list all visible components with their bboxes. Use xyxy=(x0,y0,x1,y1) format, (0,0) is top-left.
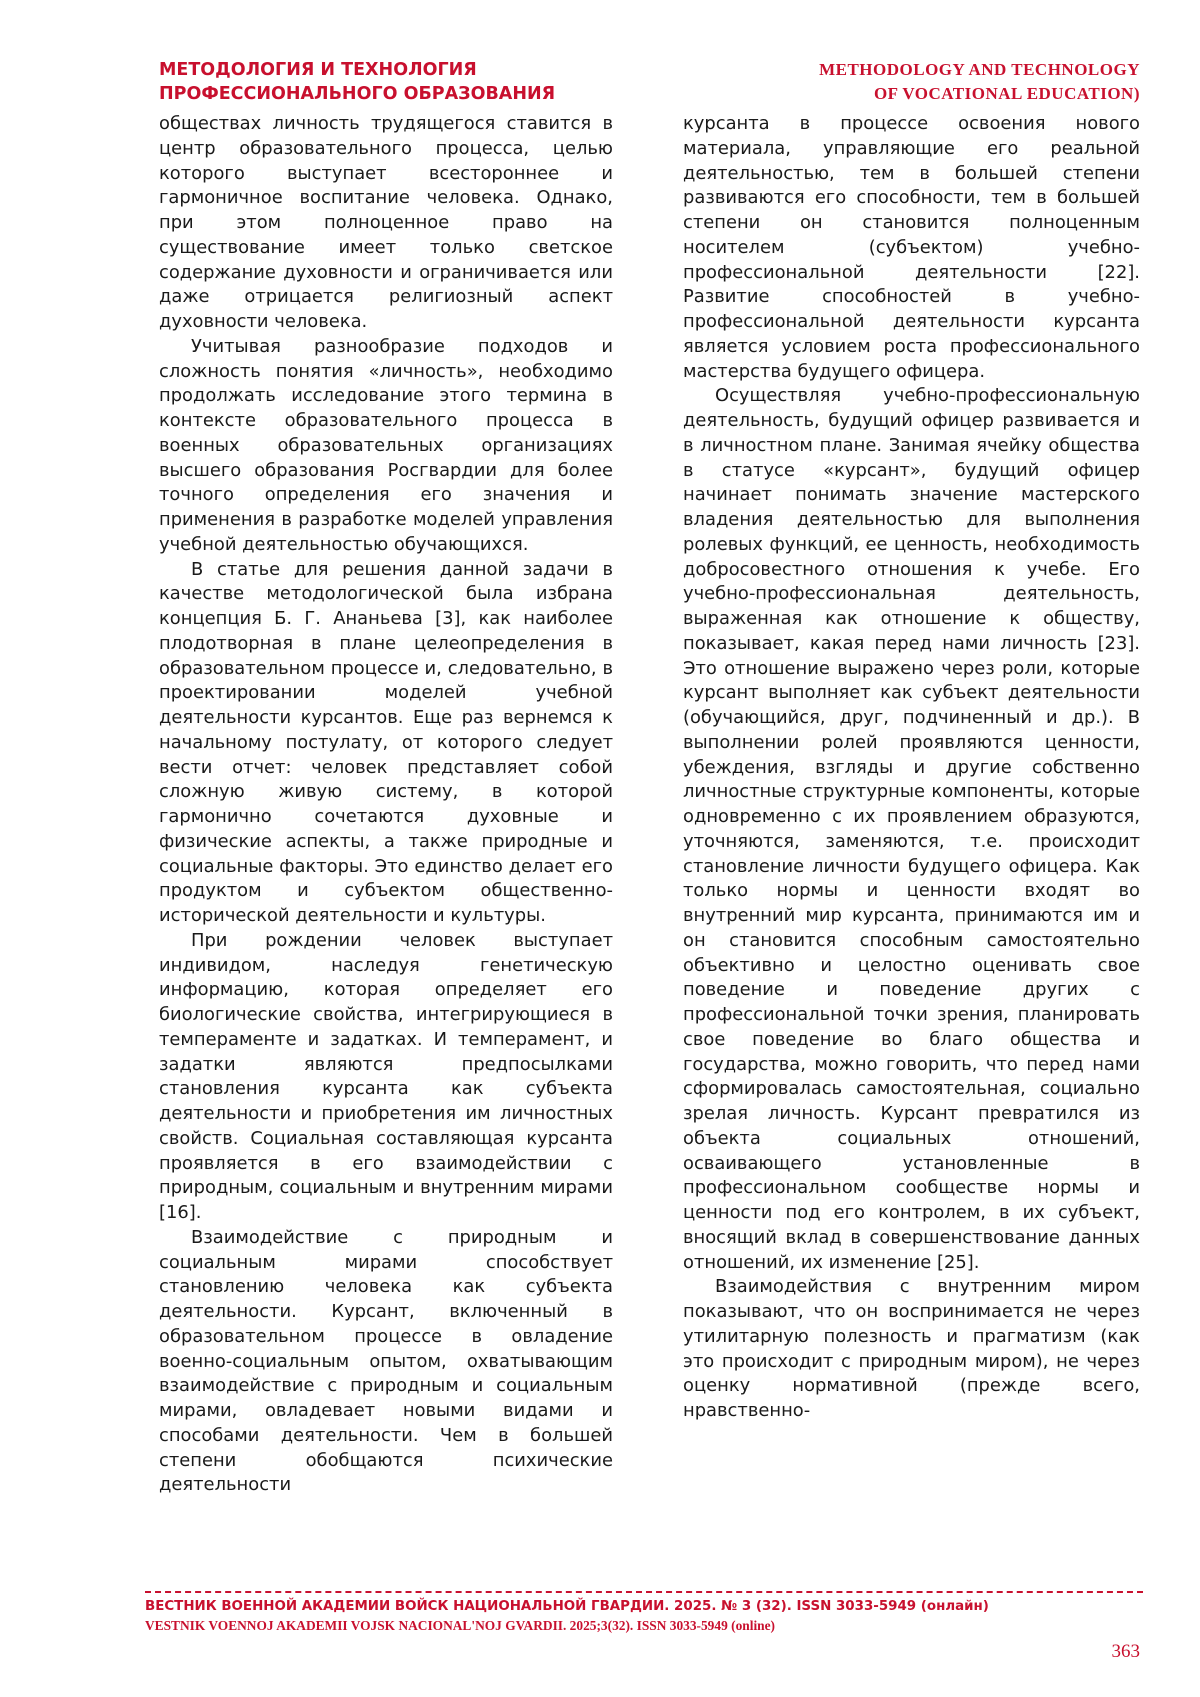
footer-citation-ru: ВЕСТНИК ВОЕННОЙ АКАДЕМИИ ВОЙСК НАЦИОНАЛЬНОЙ ГВАРДИИ. 2025. № 3 (32). ISSN 3033-5949 (онлайн) xyxy=(145,1599,989,1614)
footer-citation-en: VESTNIK VOENNOJ AKADEMII VOJSK NACIONAL'NOJ GVARDII. 2025;3(32). ISSN 3033-5949 (online) xyxy=(145,1618,776,1633)
paragraph: Учитывая разнообразие подходов и сложность понятия «личность», необходимо продолжать исследование этого термина в контексте образовательного процесса в военных образовательных организациях высшего образования Росгвардии для более точного определения его значения и применения в разработке моделей управления учебной деятельностью обучающихся. xyxy=(159,335,613,555)
paragraph: Взаимодействия с внутренним миром показывают, что он воспринимается не через утилитарную полезность и прагматизм (как это происходит с природным миром), не через оценку нормативной (прежде всего, нравственно- xyxy=(683,1276,1140,1421)
paragraph: Осуществляя учебно-профессиональную деятельность, будущий офицер развивается и в личностном плане. Занимая ячейку общества в статусе «курсант», будущий офицер начинает понимать значение мастерского владения деятельностью для выполнения ролевых функций, ее ценность, необходимость добросовестного отношения к учебе. Его учебно-профессиональная деятельность, выраженная как отношение к обществу, показывает, какая перед нами личность [23]. Это отношение выражено через роли, которые курсант выполняет как субъект деятельности (обучающийся, друг, подчиненный и др.). В выполнении ролей проявляются ценности, убеждения, взгляды и другие собственно личностные структурные компоненты, которые одновременно с их проявлением образуются, уточняются, заменяются, т.е. происходит становление личности будущего офицера. Как только нормы и ценности входят во внутренний мир курсанта, принимаются им и он становится способным самостоятельно объективно и целостно оценивать свое поведение и поведение других с профессиональной точки зрения, планировать свое поведение во благо общества и государства, можно говорить, что перед нами сформировалась самостоятельная, социально зрелая личность. Курсант превратился из объекта социальных отношений, осваивающего установленные в профессиональном сообществе нормы и ценности под его контролем, в их субъект, вносящий вклад в совершенствование данных отношений, их изменение [25]. xyxy=(683,385,1140,1273)
paragraph: Взаимодействие с природным и социальным мирами способствует становлению человека как субъекта деятельности. Курсант, включенный в образовательном процессе в овладение военно-социальным опытом, охватывающим взаимодействие с природным и социальным мирами, овладевает новыми видами и способами деятельности. Чем в большей степени обобщаются психические деятельности xyxy=(159,1226,613,1496)
header-ru-line1: МЕТОДОЛОГИЯ И ТЕХНОЛОГИЯ xyxy=(159,60,477,80)
left-text-column xyxy=(159,112,613,1498)
header-en-line2: OF VOCATIONAL EDUCATION) xyxy=(873,84,1140,103)
header-en-line1: METHODOLOGY AND TECHNOLOGY xyxy=(819,60,1140,79)
footer-divider xyxy=(145,1591,1143,1593)
paragraph: При рождении человек выступает индивидом, наследуя генетическую информацию, которая определяет его биологические свойства, интегрирующиеся в темпераменте и задатках. И темперамент, и задатки являются предпосылками становления курсанта как субъекта деятельности и приобретения им личностных свойств. Социальная составляющая курсанта проявляется в его взаимодействии с природным, социальным и внутренним мирами [16]. xyxy=(159,929,613,1223)
running-header-en xyxy=(580,58,1140,106)
paragraph: обществах личность трудящегося ставится в центр образовательного процесса, целью которого выступает всестороннее и гармоничное воспитание человека. Однако, при этом полноценное право на существование имеет только светское содержание духовности и ограничивается или даже отрицается религиозный аспект духовности человека. xyxy=(159,113,613,332)
paragraph: В статье для решения данной задачи в качестве методологической была избрана концепция Б. Г. Ананьева [3], как наиболее плодотворная в плане целеопределения в образовательном процессе и, следовательно, в проектировании моделей учебной деятельности курсантов. Еще раз вернемся к начальному постулату, от которого следует вести отчет: человек представляет собой сложную живую систему, в которой гармонично сочетаются духовные и физические аспекты, а также природные и социальные факторы. Это единство делает его продуктом и субъектом общественно-исторической деятельности и культуры. xyxy=(159,558,613,926)
page-number: 363 xyxy=(1111,1641,1140,1662)
paragraph: курсанта в процессе освоения нового материала, управляющие его реальной деятельностью, тем в большей степени развиваются его способности, тем в большей степени он становится полноценным носителем (субъектом) учебно-профессиональной деятельности [22]. Развитие способностей в учебно-профессиональной деятельности курсанта является условием роста профессионального мастерства будущего офицера. xyxy=(683,113,1140,382)
right-text-column xyxy=(683,112,1140,1424)
header-ru-line2: ПРОФЕССИОНАЛЬНОГО ОБРАЗОВАНИЯ xyxy=(159,84,556,104)
